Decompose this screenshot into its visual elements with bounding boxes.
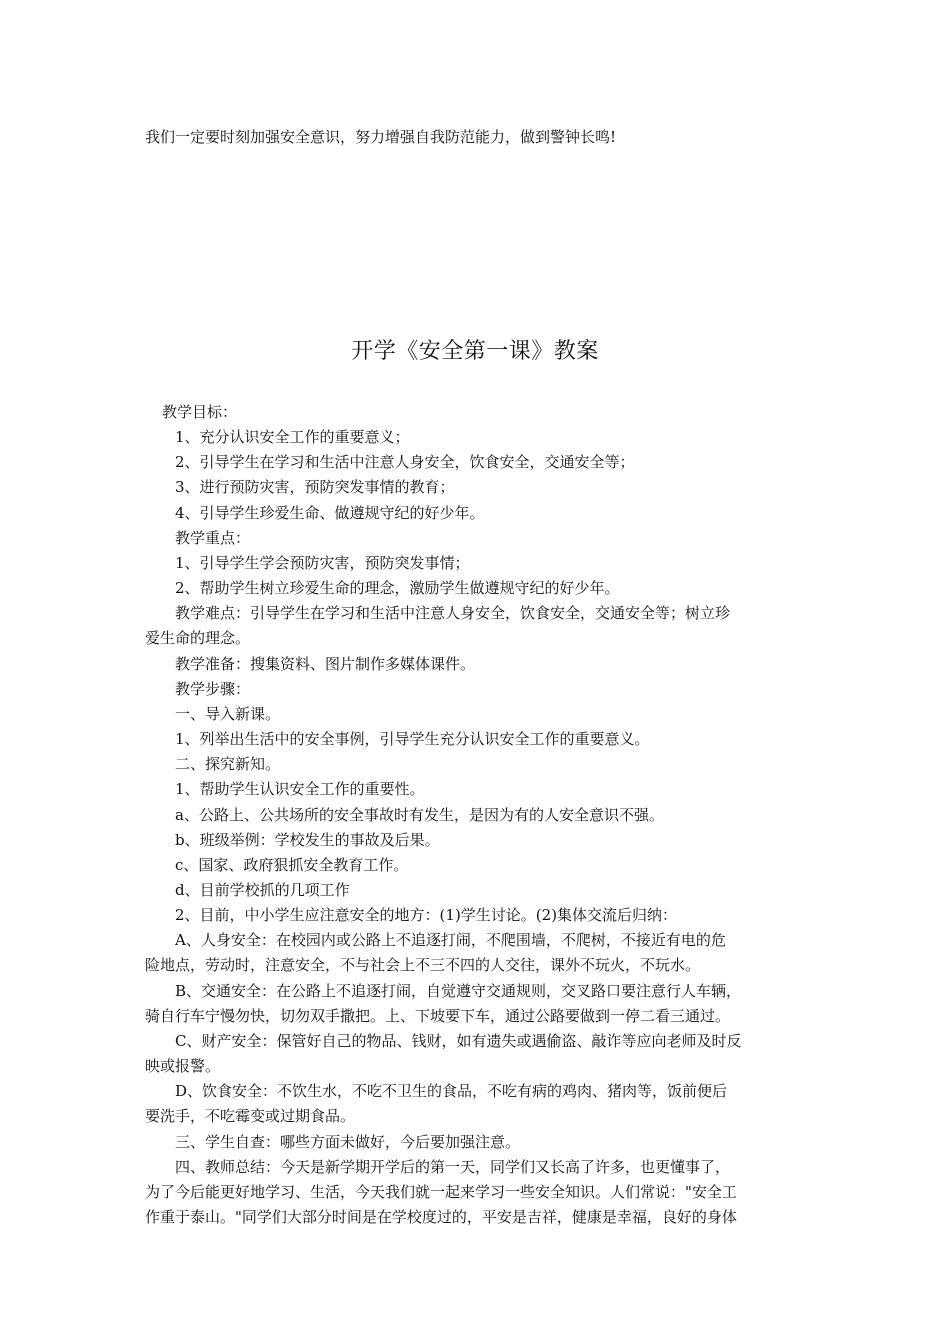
paragraph-line: 骑自行车宁慢勿快，切勿双手撒把。上、下坡要下车，通过公路要做到一停二看三通过。 bbox=[145, 1006, 731, 1025]
paragraph-line: 2、引导学生在学习和生活中注意人身安全，饮食安全，交通安全等； bbox=[175, 453, 635, 472]
paragraph-line: 险地点，劳动时，注意安全，不与社会上不三不四的人交往，课外不玩火，不玩水。 bbox=[145, 956, 701, 975]
paragraph-line: 四、教师总结：今天是新学期开学后的第一天，同学们又长高了许多，也更懂事了， bbox=[175, 1157, 731, 1176]
paragraph-line: 爱生命的理念。 bbox=[145, 629, 251, 648]
paragraph-line: 教学准备：搜集资料、图片制作多媒体课件。 bbox=[175, 654, 476, 673]
paragraph-line: 3、进行预防灾害，预防突发事情的教育； bbox=[175, 478, 455, 497]
paragraph-line: A、人身安全：在校园内或公路上不追逐打闹，不爬围墙，不爬树，不接近有电的危 bbox=[175, 931, 726, 950]
paragraph-line: c、国家、政府狠抓安全教育工作。 bbox=[175, 855, 409, 874]
section-heading-steps: 教学步骤： bbox=[175, 679, 251, 698]
section-heading-objectives: 教学目标： bbox=[162, 403, 238, 421]
paragraph-line: 1、充分认识安全工作的重要意义； bbox=[175, 428, 410, 447]
paragraph-line: 2、帮助学生树立珍爱生命的理念，激励学生做遵规守纪的好少年。 bbox=[175, 579, 620, 598]
paragraph-line: 为了今后能更好地学习、生活，今天我们就一起来学习一些安全知识。人们常说："安全工 bbox=[145, 1182, 737, 1201]
lesson-plan-body bbox=[145, 400, 810, 1230]
paragraph-line: 教学难点：引导学生在学习和生活中注意人身安全，饮食安全，交通安全等；树立珍 bbox=[175, 604, 731, 623]
paragraph-line: 1、帮助学生认识安全工作的重要性。 bbox=[175, 780, 425, 799]
paragraph-line: a、公路上、公共场所的安全事故时有发生，是因为有的人安全意识不强。 bbox=[175, 805, 664, 824]
paragraph-line: d、目前学校抓的几项工作 bbox=[175, 880, 350, 899]
section-heading-key-points: 教学重点： bbox=[175, 528, 251, 547]
paragraph-line: b、班级举例：学校发生的事故及后果。 bbox=[175, 830, 440, 849]
paragraph-line: 4、引导学生珍爱生命、做遵规守纪的好少年。 bbox=[175, 503, 485, 522]
document-title: 开学《安全第一课》教案 bbox=[351, 339, 599, 364]
paragraph-line: 要洗手，不吃霉变或过期食品。 bbox=[145, 1107, 356, 1126]
paragraph-line: 1、引导学生学会预防灾害，预防突发事情； bbox=[175, 553, 470, 572]
paragraph-line: 二、探究新知。 bbox=[175, 755, 281, 774]
paragraph-line: C、财产安全：保管好自己的物品、钱财，如有遗失或遇偷盗、敲诈等应向老师及时反 bbox=[175, 1031, 742, 1050]
paragraph-line: 作重于泰山。"同学们大部分时间是在学校度过的，平安是吉祥，健康是幸福，良好的身体 bbox=[145, 1208, 737, 1226]
paragraph-line: 2、目前，中小学生应注意安全的地方：(1)学生讨论。(2)集体交流后归纳： bbox=[175, 906, 678, 925]
paragraph-line: D、饮食安全：不饮生水，不吃不卫生的食品，不吃有病的鸡肉、猪肉等，饭前便后 bbox=[175, 1082, 728, 1101]
paragraph-line: 1、列举出生活中的安全事例，引导学生充分认识安全工作的重要意义。 bbox=[175, 730, 650, 749]
paragraph-line: 一、导入新课。 bbox=[175, 704, 281, 723]
paragraph-line: B、交通安全：在公路上不追逐打闹，自觉遵守交通规则，交叉路口要注意行人车辆， bbox=[175, 981, 742, 1000]
intro-sentence: 我们一定要时刻加强安全意识，努力增强自我防范能力，做到警钟长鸣! bbox=[145, 128, 617, 146]
paragraph-line: 三、学生自查：哪些方面未做好，今后要加强注意。 bbox=[175, 1132, 521, 1151]
paragraph-line: 映或报警。 bbox=[145, 1057, 221, 1076]
